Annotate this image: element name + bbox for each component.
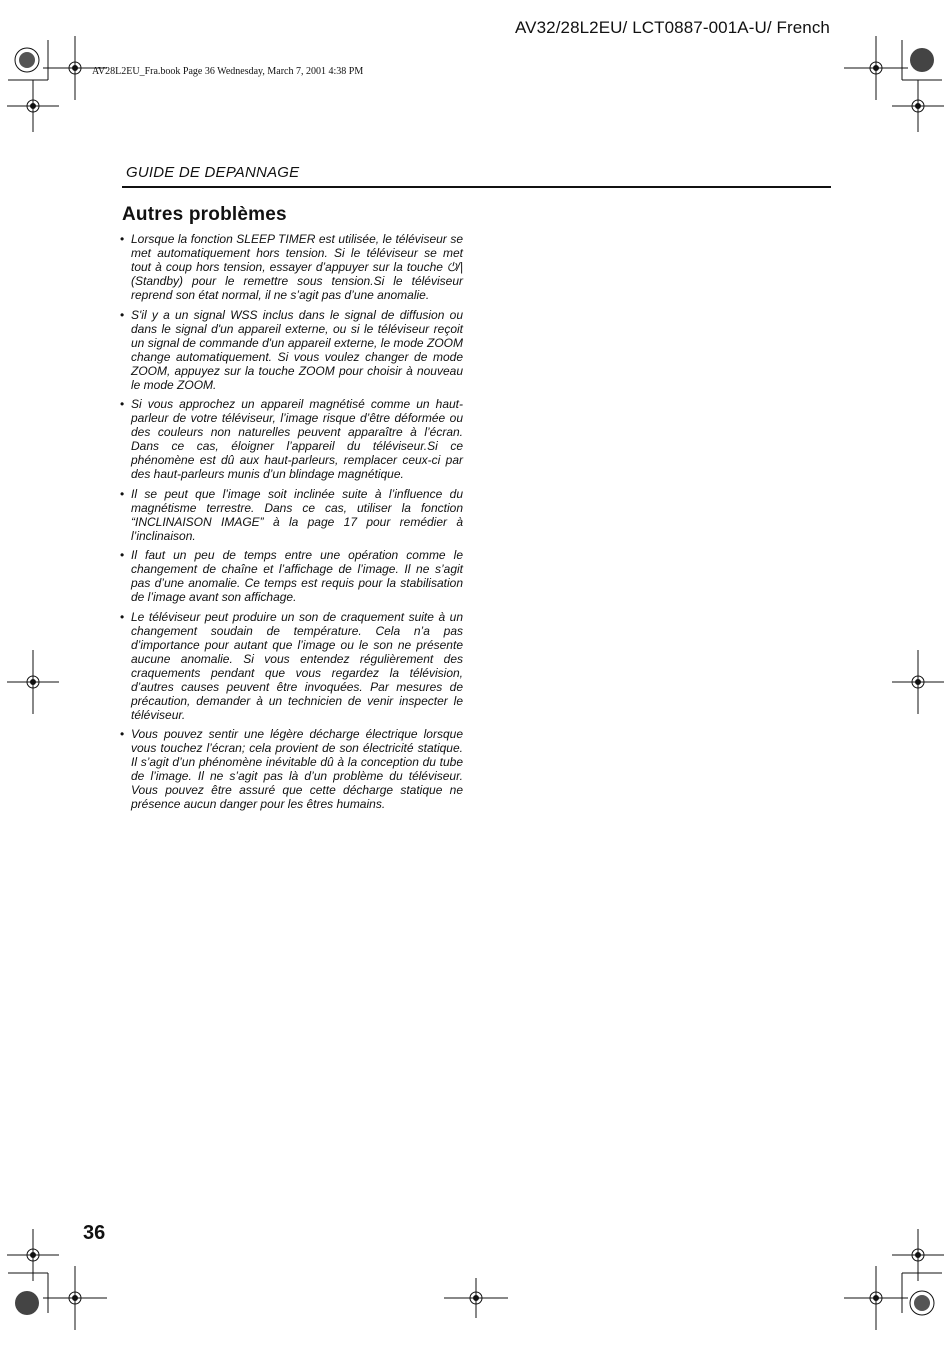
bullet-icon: •	[120, 609, 125, 624]
list-item	[120, 308, 463, 392]
list-item	[120, 487, 463, 543]
print-info: AV28L2EU_Fra.book Page 36 Wednesday, March 7, 2001 4:38 PM	[92, 66, 364, 77]
list-item	[120, 727, 463, 811]
bullet-icon: •	[120, 232, 125, 246]
troubleshooting-list	[120, 232, 463, 817]
bullet-icon: •	[120, 727, 125, 741]
list-item-text: Si vous approchez un appareil magnétisé comme un haut-parleur de votre téléviseur, l’image risque d’être déformée ou des couleurs non naturelles peuvent apparaître à l’écran. Dans ce cas, éloigner l’appareil du téléviseur.Si ce phénomène est dû aux haut-parleurs, remplacer ceux-ci par des haut-parleurs munis d’un blindage magnétique.	[131, 397, 463, 481]
bullet-icon: •	[120, 548, 125, 562]
list-item-text: Vous pouvez sentir une légère décharge électrique lorsque vous touchez l’écran; cela provient de son électricité statique. Il s’agit d’un phénomène inévitable dû à la conception du tube de l’image. Il ne s’agit pas là d’un problème du téléviseur. Vous pouvez être assuré que cette décharge statique ne présence aucun danger pour les êtres humains.	[131, 727, 463, 811]
page-number: 36	[83, 1222, 106, 1244]
document-id: AV32/28L2EU/ LCT0887-001A-U/ French	[514, 18, 830, 37]
list-item-text: S'il y a un signal WSS inclus dans le signal de diffusion ou dans le signal d'un appareil externe, ou si le téléviseur reçoit un signal de commande d'un appareil externe, le mode ZOOM change automatiquement. Si vous voulez changer de mode ZOOM, appuyez sur la touche ZOOM pour choisir à nouveau le mode ZOOM.	[131, 307, 463, 392]
page-title: Autres problèmes	[122, 204, 287, 225]
list-item	[120, 232, 463, 302]
section-heading: GUIDE DE DEPANNAGE	[126, 164, 300, 181]
bullet-icon: •	[120, 486, 125, 501]
list-item	[120, 397, 463, 481]
list-item	[120, 610, 463, 722]
list-item-text: Il faut un peu de temps entre une opération comme le changement de chaîne et l’affichage de l’image. Il ne s’agit pas d’une anomalie. Ce temps est requis pour la stabilisation de l’image avant son affichage.	[131, 548, 463, 604]
list-item-text: Il se peut que l’image soit inclinée suite à l’influence du magnétisme terrestre. Dans ce cas, utiliser la fonction “INCLINAISON IMAGE” à la page 17 pour remédier à l’inclinaison.	[131, 486, 463, 543]
section-divider	[122, 186, 831, 188]
list-item-text: Lorsque la fonction SLEEP TIMER est utilisée, le téléviseur se met automatiquement hors tension. Si le téléviseur se met tout à coup hors tension, essayer d’appuyer sur la touche ⏻/| (Standby) pour le remettre sous tension.Si le téléviseur reprend son état normal, il ne s’agit pas d’une anomalie.	[131, 232, 463, 302]
bullet-icon: •	[120, 397, 125, 411]
list-item-text: Le téléviseur peut produire un son de craquement suite à un changement soudain de température. Cela n’a pas d’importance pour autant que l’image ou le son ne présente aucune anomalie. Si vous entendez régulièrement des craquements pendant que vous regardez la télévision, d’autres causes peuvent être invoquées. Par mesures de précaution, demander à un technicien de venir inspecter le téléviseur.	[131, 609, 463, 722]
list-item	[120, 548, 463, 604]
bullet-icon: •	[120, 307, 125, 322]
